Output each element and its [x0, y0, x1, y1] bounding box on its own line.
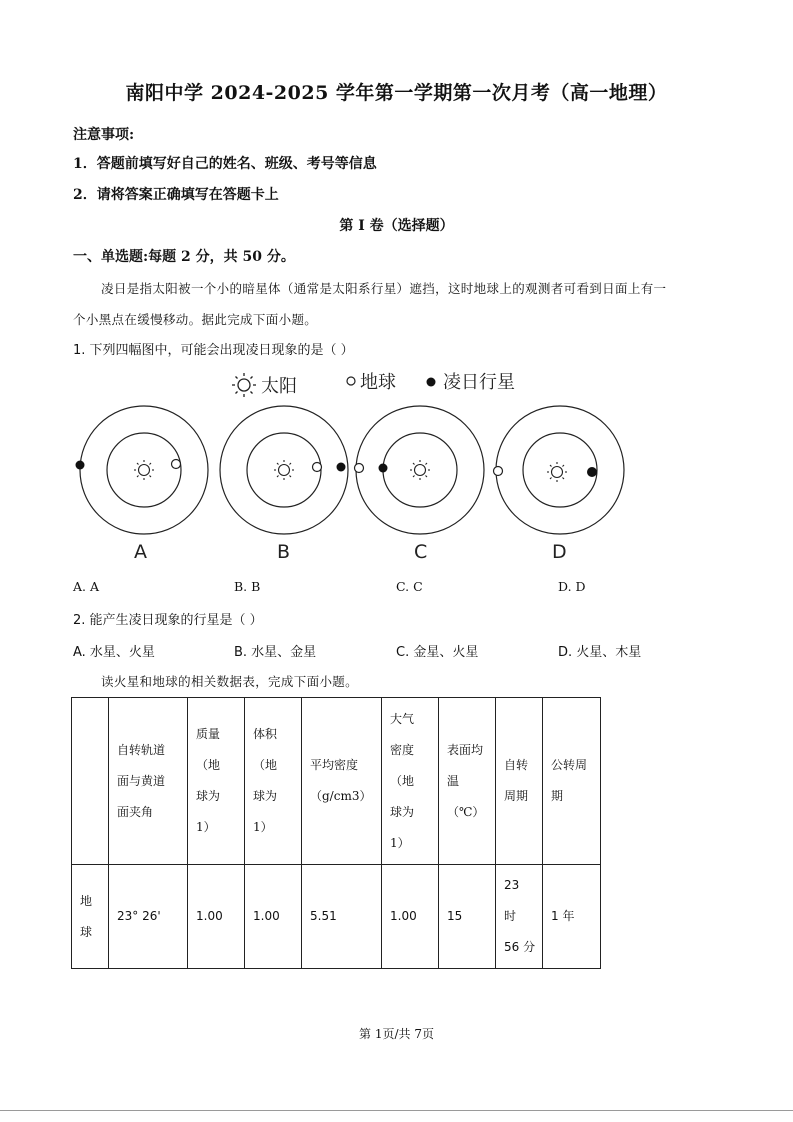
header-cell-empty — [72, 698, 109, 865]
diagram-label-b: B — [277, 541, 291, 563]
page-title: 南阳中学 2024-2025 学年第一学期第一次月考（高一地理） — [125, 82, 668, 104]
sun-icon — [547, 462, 567, 482]
q1-option-a: A. A — [73, 579, 100, 594]
q1-option-b: B. B — [234, 579, 261, 594]
header-cell-revolution: 公转周 期 — [543, 698, 601, 865]
planet-icon — [379, 464, 388, 473]
notice-item-1: 1．答题前填写好自己的姓名、班级、考号等信息 — [73, 156, 377, 172]
cell-volume: 1.00 — [245, 865, 302, 969]
legend-planet-label: 凌日行星 — [443, 372, 515, 393]
cell-atmosphere: 1.00 — [382, 865, 439, 969]
legend-earth-icon — [347, 377, 355, 385]
legend-planet-icon — [427, 378, 436, 387]
earth-icon — [313, 463, 322, 472]
header-cell-mass: 质量 （地 球为 1） — [188, 698, 245, 865]
q2-option-a: A. 水星、火星 — [73, 645, 155, 660]
planet-data-table — [71, 697, 601, 969]
planet-icon — [76, 461, 85, 470]
cell-planet-name: 地 球 — [72, 865, 109, 969]
question-1-stem: 1. 下列四幅图中，可能会出现凌日现象的是（ ） — [73, 343, 354, 358]
part-heading: 一、单选题:每题 2 分，共 50 分。 — [73, 249, 295, 265]
header-cell-axial-tilt: 自转轨道 面与黄道 面夹角 — [109, 698, 188, 865]
diagram-a — [76, 406, 209, 534]
q2-option-c: C. 金星、火星 — [396, 645, 479, 660]
cell-density: 5.51 — [302, 865, 382, 969]
passage-1-line-2: 个小黑点在缓慢移动。据此完成下面小题。 — [73, 312, 318, 327]
header-cell-rotation: 自转 周期 — [496, 698, 543, 865]
diagram-d — [494, 406, 625, 534]
diagram-label-c: C — [414, 541, 428, 563]
transit-figure — [70, 365, 630, 565]
page-bottom-divider — [0, 1110, 793, 1111]
earth-icon — [172, 460, 181, 469]
header-cell-temperature: 表面均 温 （℃） — [439, 698, 496, 865]
passage-2: 读火星和地球的相关数据表，完成下面小题。 — [101, 674, 359, 689]
table-header-row — [72, 698, 601, 865]
sun-icon — [274, 460, 294, 480]
sun-icon — [134, 460, 154, 480]
diagram-c — [355, 406, 485, 534]
diagram-b — [220, 406, 348, 534]
legend-sun-icon — [232, 373, 256, 397]
header-cell-atmosphere: 大气 密度 （地 球为 1） — [382, 698, 439, 865]
q1-option-c: C. C — [396, 579, 423, 594]
question-2-stem: 2. 能产生凌日现象的行星是（ ） — [73, 613, 263, 628]
notice-item-2: 2．请将答案正确填写在答题卡上 — [73, 187, 279, 203]
cell-rotation: 23 时 56 分 — [496, 865, 543, 969]
planet-icon — [587, 467, 597, 477]
page-footer: 第 1页/共 7页 — [359, 1027, 434, 1041]
q2-option-b: B. 水星、金星 — [234, 645, 317, 660]
q2-option-d: D. 火星、木星 — [558, 645, 642, 660]
diagram-label-d: D — [552, 541, 567, 563]
earth-icon — [355, 464, 364, 473]
table-row — [72, 865, 601, 969]
planet-icon — [337, 463, 346, 472]
legend-earth-label: 地球 — [360, 372, 396, 393]
header-cell-density: 平均密度 （g/cm3） — [302, 698, 382, 865]
legend-sun-label: 太阳 — [261, 376, 297, 397]
cell-mass: 1.00 — [188, 865, 245, 969]
volume-heading: 第 I 卷（选择题） — [339, 218, 454, 234]
header-cell-volume: 体积 （地 球为 1） — [245, 698, 302, 865]
cell-temperature: 15 — [439, 865, 496, 969]
diagram-label-a: A — [134, 541, 147, 563]
sun-icon — [410, 460, 430, 480]
notice-heading: 注意事项: — [73, 127, 135, 143]
earth-icon — [494, 467, 503, 476]
cell-revolution: 1 年 — [543, 865, 601, 969]
cell-axial-tilt: 23° 26' — [109, 865, 188, 969]
q1-option-d: D. D — [558, 579, 586, 594]
passage-1-line-1: 凌日是指太阳被一个小的暗星体（通常是太阳系行星）遮挡，这时地球上的观测者可看到日面上有一 — [101, 281, 667, 296]
